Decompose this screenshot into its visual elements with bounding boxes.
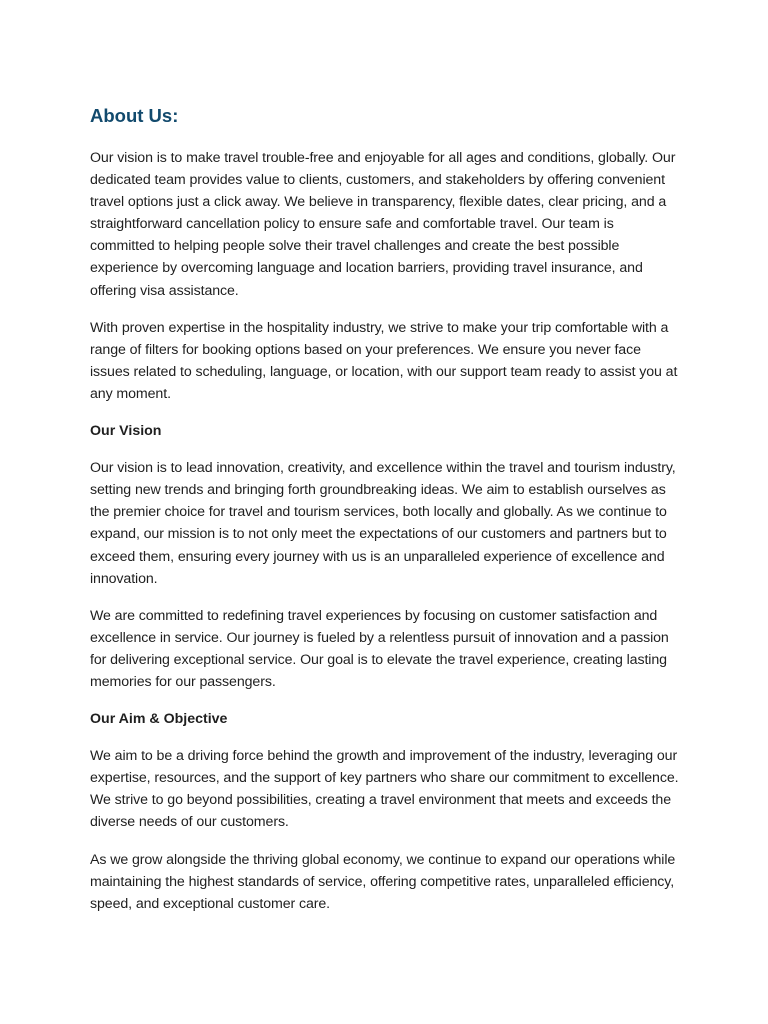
aim-paragraph-2: As we grow alongside the thriving global economy, we continue to expand our operations while maintaining the highest standards of service, offering competitive rates, unparalleled efficiency, speed, and exceptional customer care. [90, 851, 676, 912]
intro-paragraph-2: With proven expertise in the hospitality industry, we strive to make your trip comfortable with a range of filters for booking options based on your preferences. We ensure you never face issues related to scheduling, language, or location, with our support team ready to assist you at any moment. [90, 319, 678, 402]
aim-heading: Our Aim & Objective [90, 711, 228, 728]
intro-paragraph-1: Our vision is to make travel trouble-free and enjoyable for all ages and conditions, globally. Our dedicated team provides value to clients, customers, and stakeholders by offering convenient travel options just a click away. We believe in transparency, flexible dates, clear pricing, and a straightforward cancellation policy to ensure safe and comfortable travel. Our team is committed to helping people solve their travel challenges and create the best possible experience by overcoming language and location barriers, providing travel insurance, and offering visa assistance. [90, 150, 676, 299]
vision-heading: Our Vision [90, 423, 162, 440]
vision-paragraph-2: We are committed to redefining travel experiences by focusing on customer satisfaction and excellence in service. Our journey is fueled by a relentless pursuit of innovation and a passion for delivering exceptional service. Our goal is to elevate the travel experience, creating lasting memories for our passengers. [90, 607, 669, 690]
document-page [90, 103, 682, 930]
page-title: About Us: [90, 105, 179, 126]
vision-paragraph-1: Our vision is to lead innovation, creativity, and excellence within the travel and tourism industry, setting new trends and bringing forth groundbreaking ideas. We aim to establish ourselves as the premier choice for travel and tourism services, both locally and globally. As we continue to expand, our mission is to not only meet the expectations of our customers and partners but to exceed them, ensuring every journey with us is an unparalleled experience of excellence and innovation. [90, 460, 676, 587]
aim-paragraph-1: We aim to be a driving force behind the growth and improvement of the industry, leveraging our expertise, resources, and the support of key partners who share our commitment to excellence. We strive to go beyond possibilities, creating a travel environment that meets and exceeds the diverse needs of our customers. [90, 748, 679, 831]
